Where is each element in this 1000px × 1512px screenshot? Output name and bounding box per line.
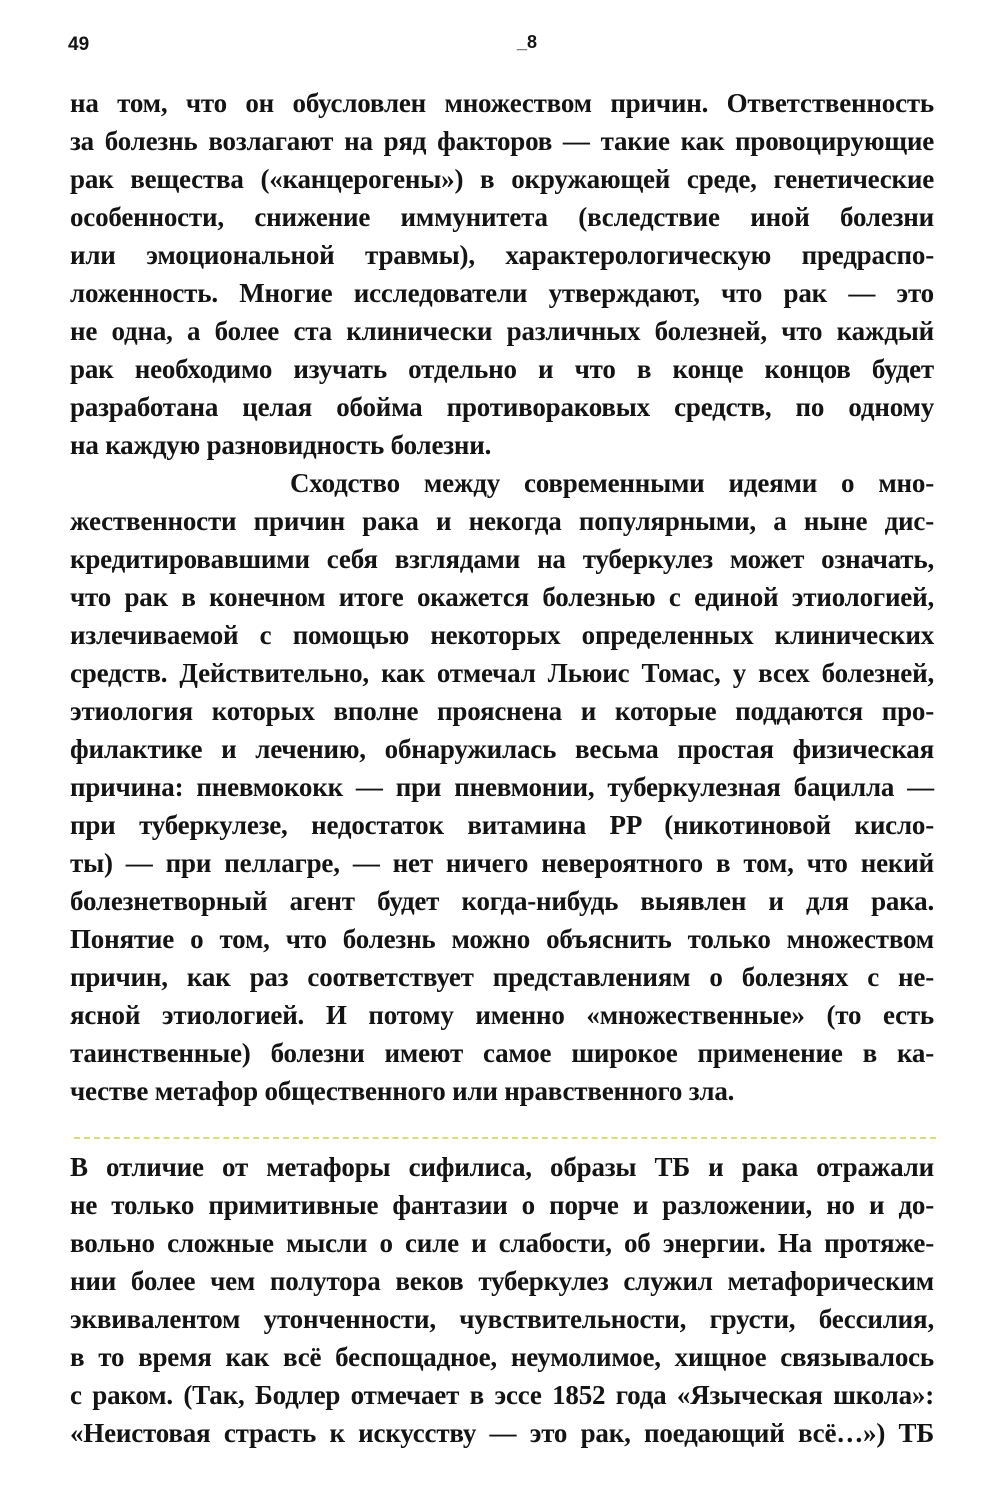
- text-line: ты) — при пеллагре, — нет ничего невероятного в том, что некий: [70, 848, 934, 878]
- text-line: при туберкулезе, недостаток витамина PP (никотиновой кисло-: [70, 810, 934, 840]
- page-number: 49: [68, 34, 90, 55]
- text-line: этиология которых вполне прояснена и которые поддаются про-: [70, 696, 934, 726]
- text-line: честве метафор общественного или нравственного зла.: [70, 1076, 735, 1106]
- text-line: средств. Действительно, как отмечал Льюис Томас, у всех болезней,: [70, 658, 934, 688]
- text-line: на каждую разновидность болезни.: [70, 430, 492, 460]
- text-line: разработана целая обойма противораковых средств, по одному: [70, 392, 934, 422]
- text-line: в то время как всё беспощадное, неумолимое, хищное связывалось: [70, 1342, 934, 1372]
- text-line: ложенность. Многие исследователи утверждают, что рак — это: [70, 278, 934, 308]
- text-line: филактике и лечению, обнаружилась весьма простая физическая: [70, 734, 934, 764]
- text-line: болезнетворный агент будет когда-нибудь выявлен и для рака.: [70, 886, 934, 916]
- text-line: кредитировавшими себя взглядами на туберкулез может означать,: [70, 544, 934, 574]
- text-line: ясной этиологией. И потому именно «множественные» (то есть: [70, 1000, 934, 1030]
- text-line: В отличие от метафоры сифилиса, образы ТБ и рака отражали: [70, 1152, 934, 1182]
- section-divider: [74, 1137, 936, 1139]
- text-line: нии более чем полутора веков туберкулез служил метафорическим: [70, 1266, 934, 1296]
- text-line: Понятие о том, что болезнь можно объяснить только множеством: [70, 924, 934, 954]
- text-line: за болезнь возлагают на ряд факторов — такие как провоцирующие: [70, 126, 934, 156]
- text-line: Сходство между современными идеями о мно-: [290, 468, 934, 498]
- text-line: эквивалентом утонченности, чувствительности, грусти, бессилия,: [70, 1304, 934, 1334]
- text-line: «Неистовая страсть к искусству — это рак, поедающий всё…») ТБ: [70, 1418, 934, 1448]
- text-line: рак необходимо изучать отдельно и что в конце концов будет: [70, 354, 934, 384]
- text-line: жественности причин рака и некогда популярными, а ныне дис-: [70, 506, 934, 536]
- text-line: особенности, снижение иммунитета (вследствие иной болезни: [70, 202, 934, 232]
- text-line: не только примитивные фантазии о порче и разложении, но и до-: [70, 1190, 934, 1220]
- text-line: на том, что он обусловлен множеством причин. Ответственность: [70, 88, 934, 118]
- text-line: с раком. (Так, Бодлер отмечает в эссе 1852 года «Языческая школа»:: [70, 1380, 934, 1410]
- page-marker: _8: [517, 32, 538, 52]
- text-line: таинственные) болезни имеют самое широкое применение в ка-: [70, 1038, 934, 1068]
- text-line: причин, как раз соответствует представлениям о болезнях с не-: [70, 962, 934, 992]
- text-line: рак вещества («канцерогены») в окружающей среде, генетические: [70, 164, 934, 194]
- text-line: вольно сложные мысли о силе и слабости, об энергии. На протяже-: [70, 1228, 934, 1258]
- text-line: или эмоциональной травмы), характерологическую предраспо-: [70, 240, 934, 270]
- text-line: что рак в конечном итоге окажется болезнью с единой этиологией,: [70, 582, 934, 612]
- text-line: излечиваемой с помощью некоторых определенных клинических: [70, 620, 934, 650]
- text-line: причина: пневмококк — при пневмонии, туберкулезная бацилла —: [70, 772, 934, 802]
- text-line: не одна, а более ста клинически различных болезней, что каждый: [70, 316, 934, 346]
